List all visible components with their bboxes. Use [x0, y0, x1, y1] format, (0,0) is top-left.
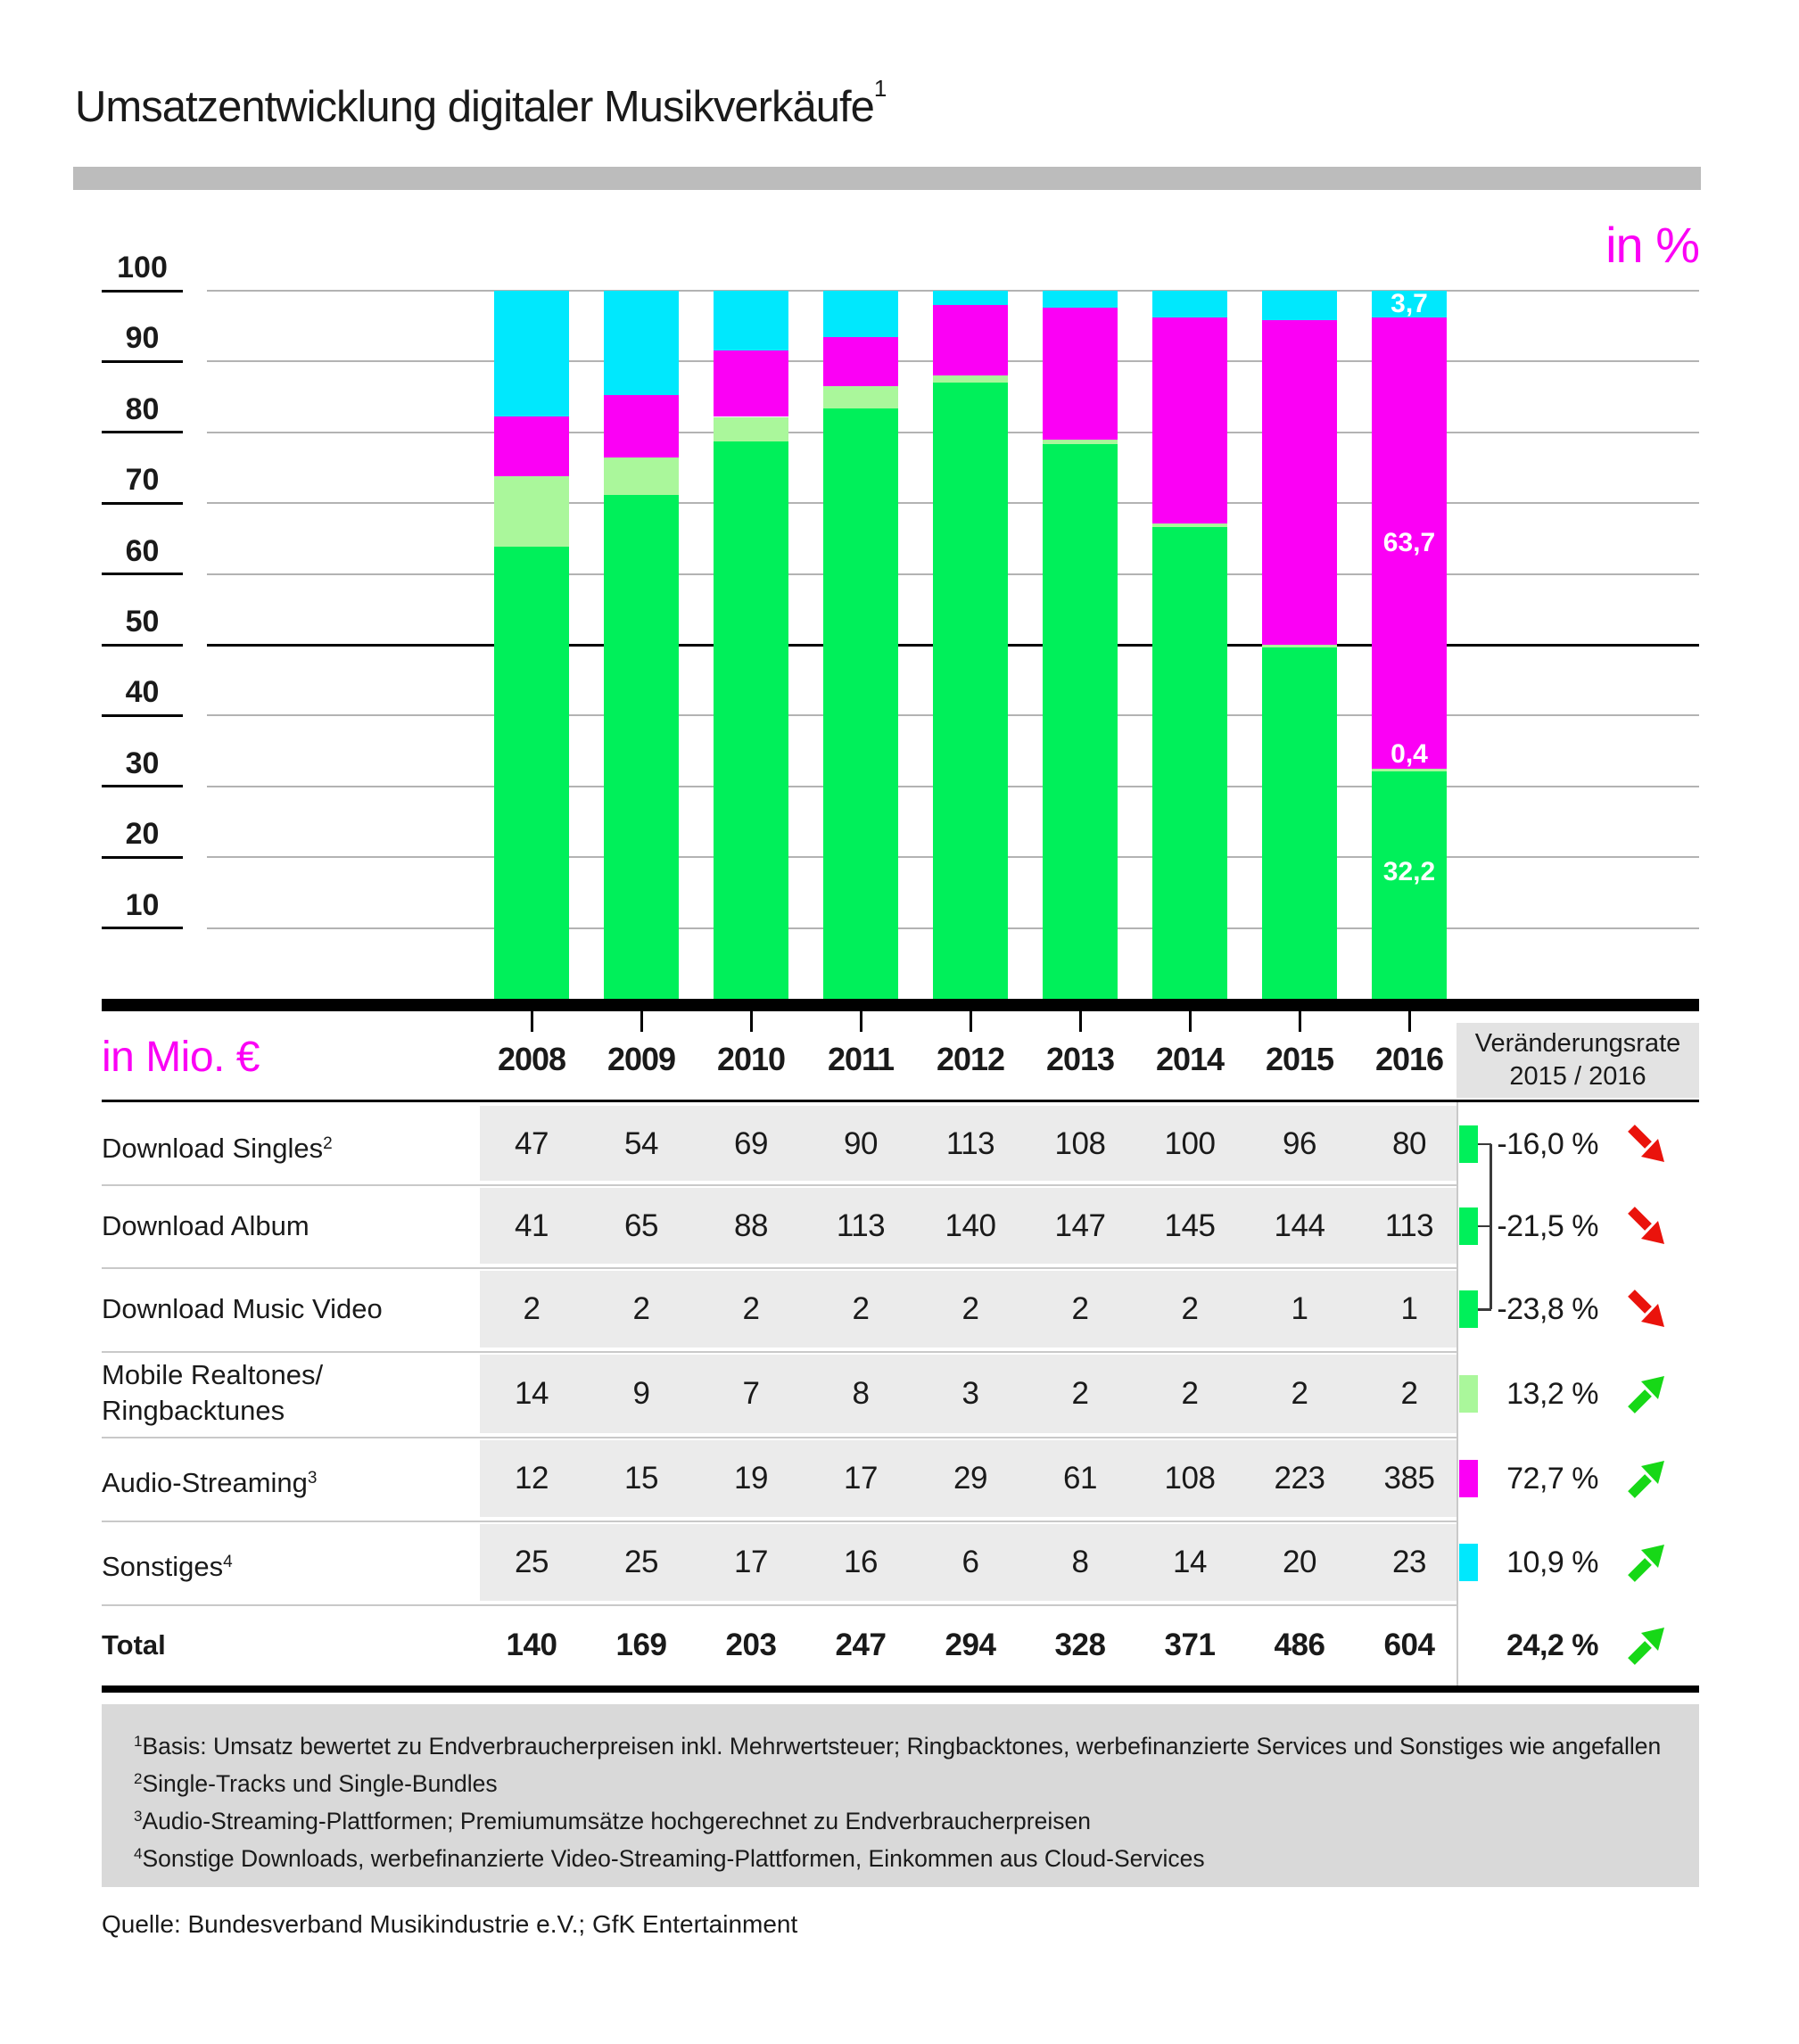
table-cell-value: 147 [1054, 1207, 1106, 1243]
table-bottom-line [102, 1685, 1699, 1693]
bar-segment-2011-s1 [823, 386, 898, 409]
bar-segment-2009-s2 [604, 395, 679, 457]
table-cell-value: 247 [835, 1627, 887, 1662]
table-cell-value: 2 [1071, 1376, 1089, 1411]
bar-segment-2015-s3 [1262, 291, 1337, 320]
trend-arrow-down-icon [1625, 1206, 1666, 1247]
x-axis-tick [1189, 1011, 1192, 1032]
bar-segment-2010-s3 [714, 291, 788, 350]
y-axis-tick-line [102, 927, 183, 929]
y-axis-label: 30 [125, 746, 160, 780]
bar-segment-2011-s0 [823, 408, 898, 999]
y-axis-label: 70 [125, 463, 160, 498]
title-footnote-marker: 1 [873, 75, 887, 102]
row-separator-line [102, 1437, 1457, 1438]
bar-value-label: 3,7 [1391, 289, 1428, 319]
table-cell-value: 223 [1274, 1461, 1325, 1496]
year-label: 2016 [1374, 1041, 1444, 1077]
row-label-line1: Total [102, 1628, 166, 1661]
table-cell-value: 69 [734, 1125, 768, 1161]
row-separator-line [102, 1351, 1457, 1353]
change-rate-value: -16,0 % [1497, 1126, 1598, 1161]
row-label [102, 1126, 476, 1162]
table-cell-value: 108 [1164, 1461, 1216, 1496]
row-label [102, 1628, 476, 1663]
footnote-line [134, 1726, 1661, 1758]
y-axis-tick-line [102, 431, 183, 433]
x-axis-line [102, 999, 1699, 1011]
y-axis-label: 90 [125, 321, 160, 356]
table-cell-value: 2 [1291, 1376, 1308, 1411]
table-cell-value: 47 [515, 1125, 549, 1161]
table-cell-value: 108 [1054, 1125, 1106, 1161]
table-cell-value: 54 [624, 1125, 658, 1161]
bar-segment-2009-s0 [604, 495, 679, 999]
footnote-marker: 3 [134, 1808, 143, 1825]
y-axis-label: 40 [125, 675, 160, 710]
bar-segment-2014-s1 [1152, 523, 1227, 527]
table-cell-value: 2 [632, 1291, 650, 1326]
table-cell-value: 9 [632, 1376, 650, 1411]
table-cell-value: 7 [742, 1376, 760, 1411]
footnote-line [134, 1763, 498, 1795]
row-label-line1: Download Album [102, 1209, 309, 1241]
year-label: 2010 [716, 1041, 786, 1077]
bar-value-label: 0,4 [1391, 739, 1428, 770]
bar-segment-2015-s0 [1262, 647, 1337, 999]
y-axis-tick-line [102, 714, 183, 717]
row-separator-line [102, 1267, 1457, 1269]
table-cell-value: 19 [734, 1461, 768, 1496]
bar-segment-2008-s3 [494, 291, 569, 416]
bar-segment-2013-s2 [1043, 308, 1118, 440]
table-cell-value: 88 [734, 1207, 768, 1243]
bar-segment-2013-s3 [1043, 291, 1118, 308]
footnote-text: Audio-Streaming-Plattformen; Premiumumsätze hochgerechnet zu Endverbraucherpreisen [142, 1808, 1091, 1834]
table-cell-value: 2 [961, 1291, 979, 1326]
row-label [102, 1291, 476, 1327]
trend-arrow-up-icon [1625, 1373, 1666, 1414]
table-cell-value: 1 [1400, 1291, 1418, 1326]
footnote-marker: 1 [134, 1733, 143, 1750]
change-rate-value: 72,7 % [1506, 1462, 1598, 1496]
bar-segment-2014-s3 [1152, 291, 1227, 317]
y-axis-tick-line [102, 360, 183, 363]
table-cell-value: 371 [1164, 1627, 1216, 1662]
change-rate-header-line1: Veränderungsrate [1474, 1029, 1681, 1058]
x-axis-tick [640, 1011, 643, 1032]
table-cell-value: 25 [515, 1545, 549, 1579]
row-label-line1: Sonstiges$^4$ [102, 1551, 233, 1582]
row-separator-line [102, 1521, 1457, 1522]
row-label [102, 1461, 476, 1496]
table-cell-value: 113 [1384, 1207, 1434, 1243]
bar-segment-2012-s2 [933, 305, 1008, 375]
table-cell-value: 61 [1063, 1461, 1097, 1496]
table-cell-value: 2 [742, 1291, 760, 1326]
bar-segment-2011-s3 [823, 291, 898, 337]
table-cell-value: 6 [961, 1545, 979, 1579]
table-cell-value: 294 [945, 1627, 996, 1662]
table-cell-value: 1 [1291, 1291, 1308, 1326]
table-cell-value: 140 [506, 1627, 557, 1662]
bar-segment-2008-s2 [494, 416, 569, 477]
chart-unit-label: in % [1605, 217, 1699, 273]
table-cell-value: 385 [1383, 1461, 1435, 1496]
row-label-footnote-marker: 2 [323, 1133, 333, 1153]
x-axis-tick [531, 1011, 533, 1032]
footnote-line [134, 1838, 1205, 1870]
table-cell-value: 41 [515, 1207, 549, 1243]
row-label-line2: Ringbacktunes [102, 1395, 285, 1426]
table-cell-value: 17 [844, 1461, 878, 1496]
x-axis-tick [860, 1011, 862, 1032]
table-cell-value: 169 [615, 1627, 667, 1662]
x-axis-tick [970, 1011, 972, 1032]
trend-arrow-down-icon [1625, 1124, 1666, 1165]
table-cell-value: 2 [1181, 1376, 1199, 1411]
y-axis-label: 100 [117, 251, 168, 284]
year-label: 2011 [827, 1041, 895, 1077]
trend-arrow-up-icon [1625, 1458, 1666, 1499]
footnote-text: Single-Tracks und Single-Bundles [142, 1770, 498, 1797]
row-separator-line [102, 1184, 1457, 1186]
table-cell-value: 145 [1164, 1207, 1216, 1243]
trend-arrow-up-icon [1625, 1542, 1666, 1583]
table-cell-value: 25 [624, 1545, 658, 1579]
bar-segment-2011-s2 [823, 337, 898, 386]
bar-segment-2015-s2 [1262, 320, 1337, 645]
change-rate-value: -21,5 % [1497, 1208, 1598, 1243]
y-axis-tick-line [102, 785, 183, 787]
row-label [102, 1357, 476, 1430]
table-cell-value: 203 [725, 1627, 777, 1662]
bar-segment-2012-s0 [933, 383, 1008, 999]
table-cell-value: 2 [1181, 1291, 1199, 1326]
footnote-marker: 4 [134, 1845, 143, 1862]
row-label-line1: Download Music Video [102, 1293, 383, 1324]
y-axis-tick-line [102, 856, 183, 859]
table-cell-value: 328 [1054, 1627, 1106, 1662]
bar-segment-2014-s2 [1152, 317, 1227, 523]
table-cell-value: 100 [1164, 1125, 1216, 1161]
y-axis-tick-line [102, 290, 183, 293]
bar-segment-2013-s0 [1043, 444, 1118, 999]
table-cell-value: 8 [1071, 1545, 1089, 1579]
x-axis-tick [1408, 1011, 1411, 1032]
table-cell-value: 20 [1283, 1545, 1316, 1579]
row-label [102, 1208, 476, 1244]
table-cell-value: 15 [624, 1461, 658, 1496]
change-rate-value: 13,2 % [1506, 1377, 1598, 1411]
row-label [102, 1545, 476, 1580]
y-axis-label: 50 [125, 605, 160, 639]
bar-segment-2014-s0 [1152, 527, 1227, 999]
footnote-marker: 2 [134, 1770, 143, 1787]
y-axis-tick-line [102, 573, 183, 575]
footnote-line [134, 1801, 1091, 1833]
bar-segment-2015-s1 [1262, 645, 1337, 647]
y-axis-label: 80 [125, 391, 160, 426]
table-cell-value: 2 [1400, 1376, 1418, 1411]
table-header-line [102, 1100, 1699, 1102]
download-rows-bracket [1490, 1144, 1492, 1310]
change-rate-header-line2: 2015 / 2016 [1509, 1062, 1646, 1091]
bar-segment-2008-s0 [494, 547, 569, 999]
table-cell-value: 80 [1392, 1125, 1426, 1161]
y-axis-label: 20 [125, 817, 160, 852]
table-cell-value: 604 [1383, 1627, 1435, 1662]
bar-segment-2010-s1 [714, 417, 788, 442]
table-cell-value: 96 [1283, 1125, 1316, 1161]
row-label-footnote-marker: 3 [307, 1469, 318, 1488]
table-cell-value: 113 [836, 1207, 886, 1243]
year-label: 2015 [1265, 1041, 1334, 1077]
year-label: 2014 [1155, 1041, 1225, 1077]
table-cell-value: 29 [953, 1461, 987, 1496]
table-cell-value: 2 [1071, 1291, 1089, 1326]
table-cell-value: 144 [1274, 1207, 1325, 1243]
x-axis-tick [750, 1011, 753, 1032]
row-label-line1: Mobile Realtones/ [102, 1359, 324, 1390]
y-axis-label: 60 [125, 533, 160, 568]
row-label-line1: Download Singles$^2$ [102, 1132, 333, 1164]
row-label-footnote-marker: 4 [223, 1553, 233, 1571]
bar-segment-2009-s3 [604, 291, 679, 395]
year-label: 2012 [936, 1041, 1005, 1077]
change-rate-value: 24,2 % [1506, 1628, 1598, 1662]
table-cell-value: 14 [515, 1376, 549, 1411]
bar-segment-2009-s1 [604, 457, 679, 495]
table-cell-value: 90 [844, 1125, 878, 1161]
year-label: 2009 [607, 1041, 676, 1077]
row-separator-line [102, 1604, 1457, 1606]
bar-segment-2010-s0 [714, 441, 788, 999]
table-cell-value: 17 [734, 1545, 768, 1579]
trend-arrow-down-icon [1625, 1289, 1666, 1330]
bar-segment-2010-s2 [714, 350, 788, 417]
x-axis-tick [1299, 1011, 1301, 1032]
bar-segment-2012-s3 [933, 291, 1008, 305]
table-cell-value: 12 [515, 1461, 549, 1496]
year-label: 2008 [497, 1041, 566, 1077]
change-rate-value: 10,9 % [1506, 1545, 1598, 1579]
footnote-text: Basis: Umsatz bewertet zu Endverbraucherpreisen inkl. Mehrwertsteuer; Ringbacktones, werbefinanzierte Services und Sonstiges wie angefallen [142, 1733, 1662, 1760]
bar-value-label: 63,7 [1382, 528, 1436, 558]
table-cell-value: 3 [961, 1376, 979, 1411]
bar-segment-2008-s1 [494, 476, 569, 547]
table-cell-value: 2 [852, 1291, 870, 1326]
y-axis-tick-line [102, 502, 183, 505]
table-unit-label: in Mio. € [102, 1034, 260, 1081]
row-label-line1: Audio-Streaming$^3$ [102, 1467, 318, 1498]
table-cell-value: 23 [1392, 1545, 1426, 1579]
table-cell-value: 8 [852, 1376, 870, 1411]
table-cell-value: 140 [945, 1207, 996, 1243]
table-cell-value: 2 [523, 1291, 541, 1326]
page-title-text: Umsatzentwicklung digitaler Musikverkäufe [75, 83, 874, 131]
x-axis-tick [1079, 1011, 1082, 1032]
source-line: Quelle: Bundesverband Musikindustrie e.V.; GfK Entertainment [102, 1910, 798, 1938]
table-cell-value: 14 [1173, 1545, 1207, 1579]
table-cell-value: 113 [945, 1125, 995, 1161]
trend-arrow-up-icon [1625, 1625, 1666, 1666]
bar-segment-2013-s1 [1043, 440, 1118, 444]
table-cell-value: 486 [1274, 1627, 1325, 1662]
y-axis-tick-line [102, 644, 183, 647]
y-axis-label: 10 [125, 887, 160, 922]
year-label: 2013 [1045, 1041, 1115, 1077]
table-cell-value: 16 [844, 1545, 878, 1579]
table-cell-value: 65 [624, 1207, 658, 1243]
bar-value-label: 32,2 [1382, 857, 1436, 887]
change-rate-value: -23,8 % [1497, 1292, 1598, 1326]
bar-segment-2012-s1 [933, 375, 1008, 383]
footnote-text: Sonstige Downloads, werbefinanzierte Video-Streaming-Plattformen, Einkommen aus Cloud-Services [142, 1845, 1205, 1872]
